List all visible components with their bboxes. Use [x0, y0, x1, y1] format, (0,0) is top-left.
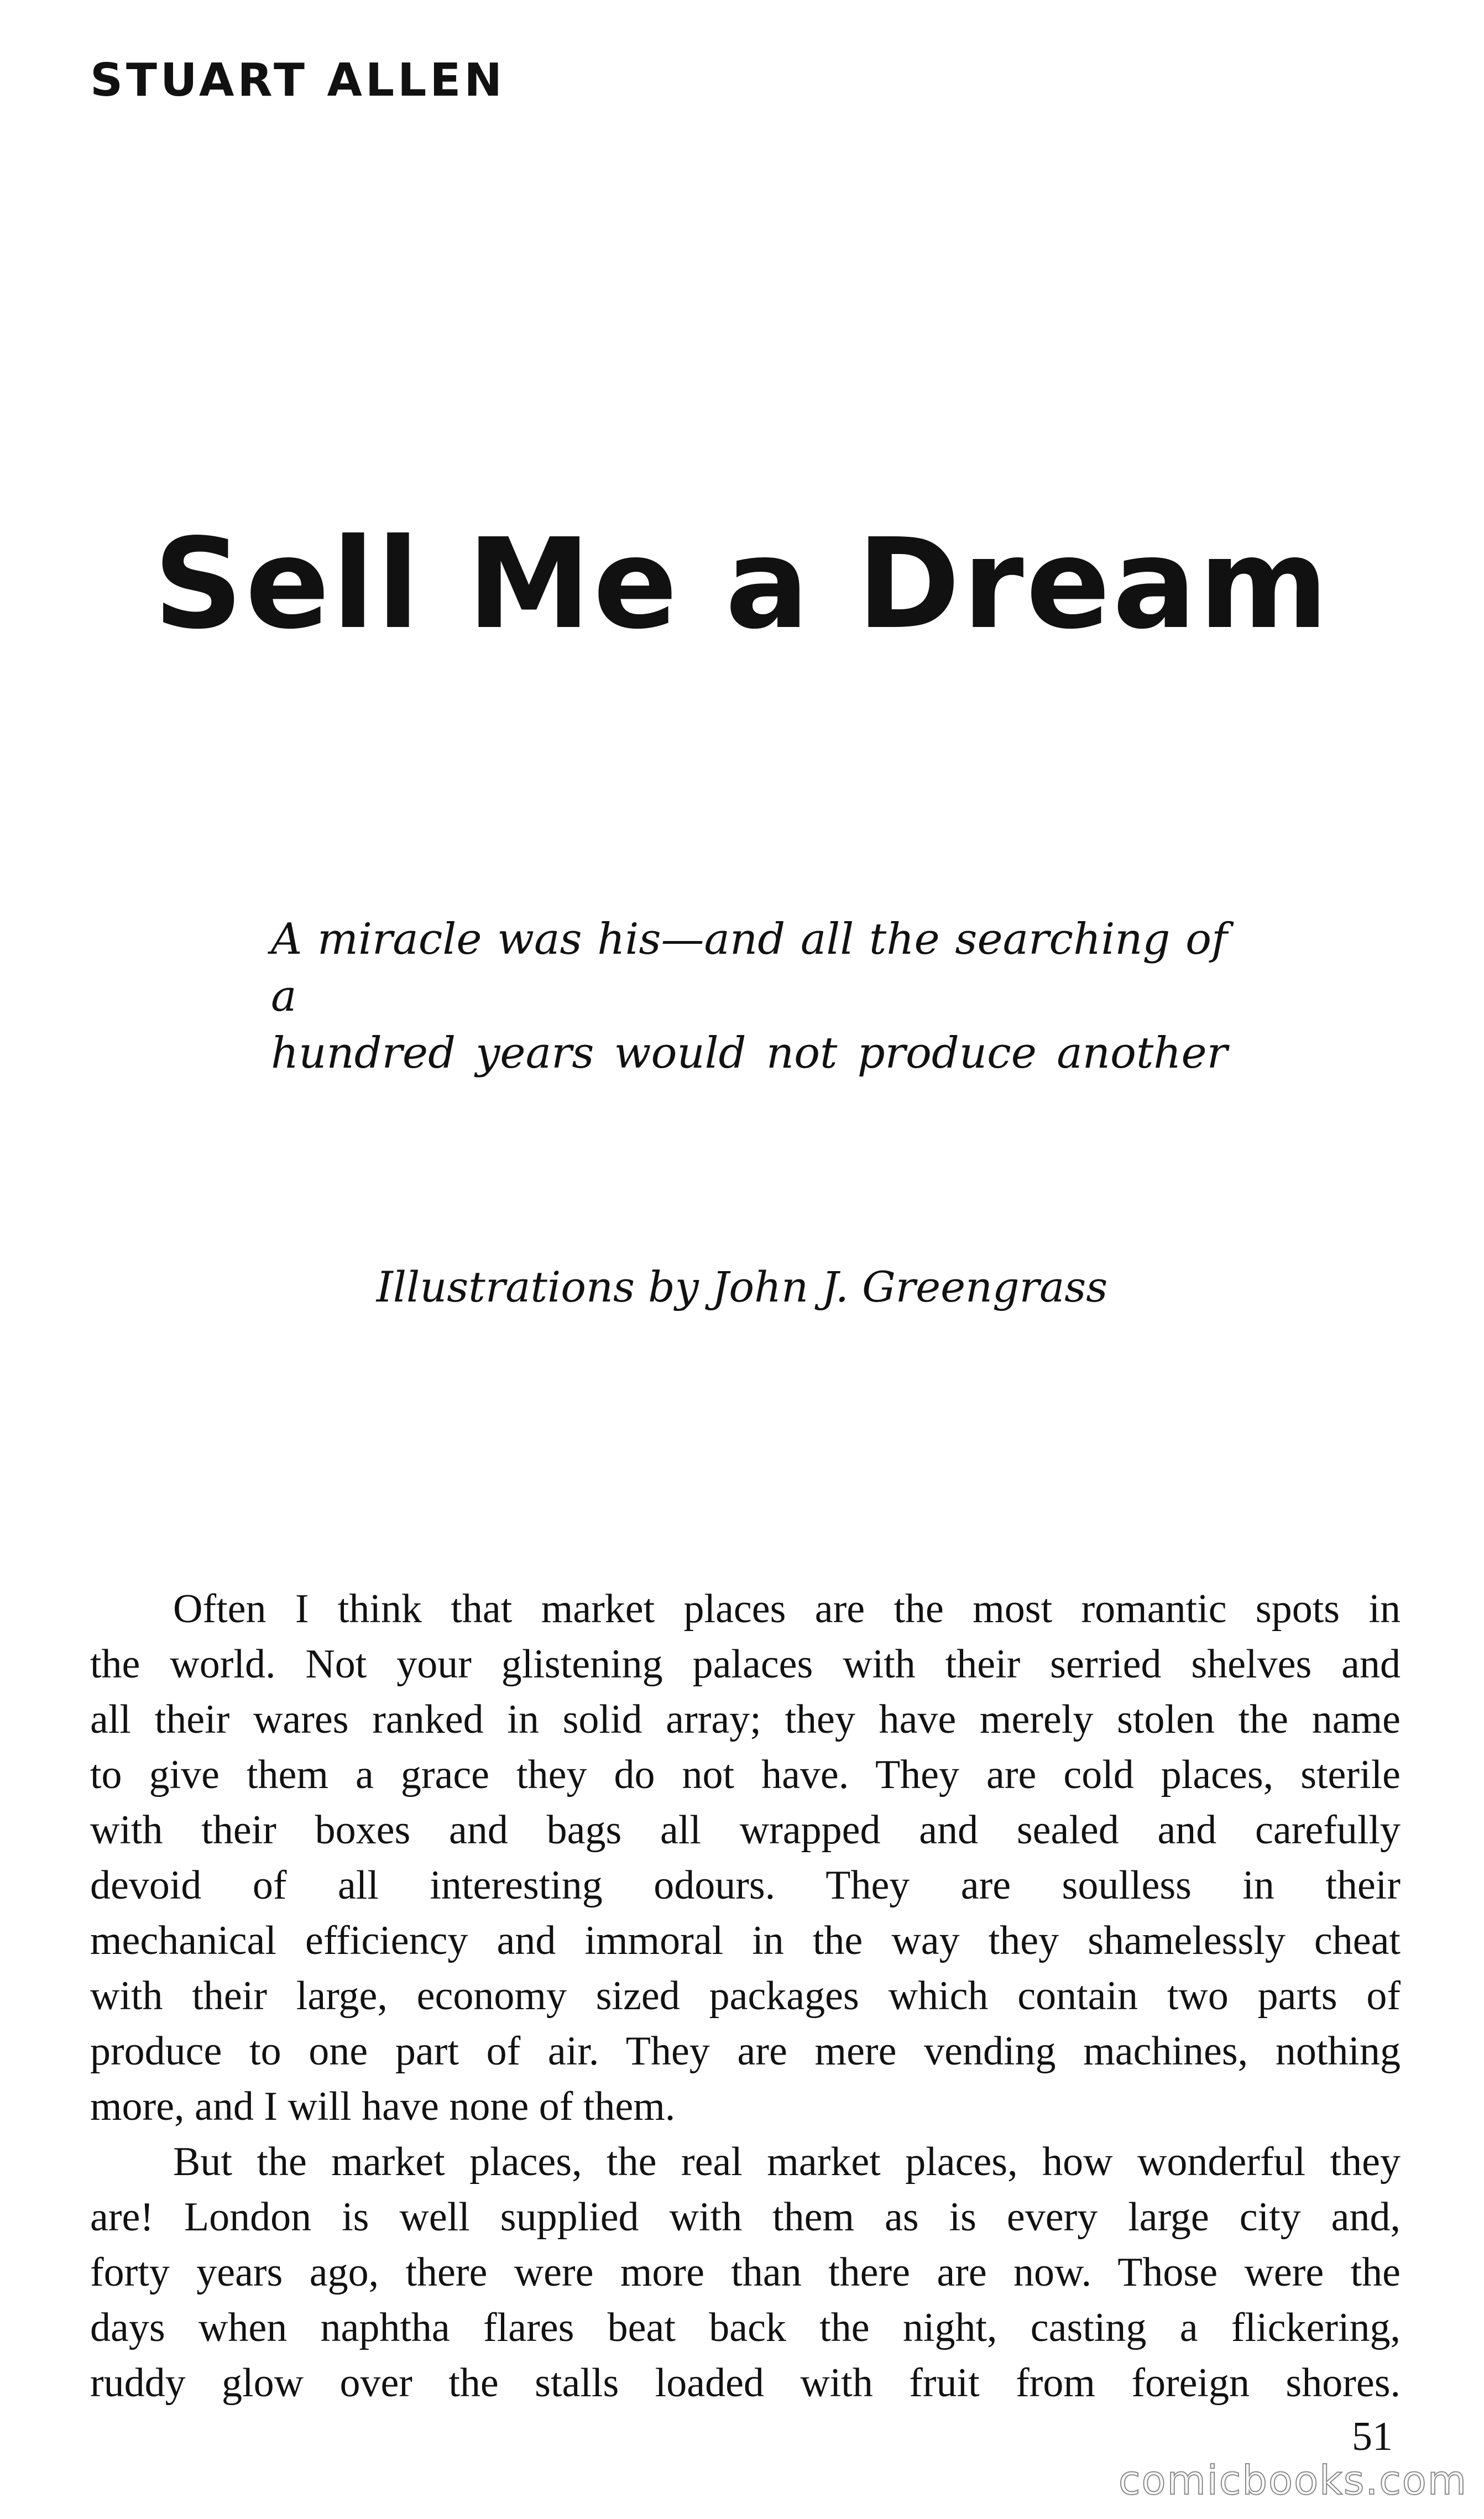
subtitle-line: A miracle was his—and all the searching of a	[271, 914, 1227, 1021]
text-line: produce to one part of air. They are mere vending machines, nothing	[90, 2029, 1401, 2074]
paragraph	[90, 2134, 1401, 2411]
text-line: forty years ago, there were more than there are now. Those were the	[90, 2250, 1401, 2295]
illustrations-credit: Illustrations by John J. Greengrass	[376, 1262, 1108, 1311]
text-line: all their wares ranked in solid array; they have merely stolen the name	[90, 1697, 1401, 1742]
text-line: ruddy glow over the stalls loaded with fruit from foreign shores.	[90, 2360, 1401, 2406]
text-line: days when naphtha flares beat back the night, casting a flickering,	[90, 2305, 1401, 2350]
text-line: mechanical efficiency and immoral in the way they shamelessly cheat	[90, 1918, 1401, 1963]
text-line: to give them a grace they do not have. They are cold places, sterile	[90, 1752, 1401, 1797]
page-number: 51	[1352, 2414, 1393, 2459]
text-line: But the market places, the real market places, how wonderful they	[173, 2139, 1401, 2184]
text-line: devoid of all interesting odours. They are soulless in their	[90, 1863, 1401, 1908]
story-subtitle	[271, 911, 1227, 1082]
author-name: STUART ALLEN	[90, 54, 506, 107]
text-line: more, and I will have none of them.	[90, 2084, 676, 2129]
watermark: comicbooks.com	[1118, 2457, 1467, 2504]
story-title: Sell Me a Dream	[153, 512, 1331, 657]
story-body	[90, 1581, 1401, 2411]
text-line: are! London is well supplied with them as is every large city and,	[90, 2194, 1401, 2240]
text-line: with their boxes and bags all wrapped and sealed and carefully	[90, 1807, 1401, 1853]
text-line: Often I think that market places are the most romantic spots in	[173, 1586, 1401, 1632]
text-line: the world. Not your glistening palaces with their serried shelves and	[90, 1642, 1401, 1687]
subtitle-line: hundred years would not produce another	[271, 1028, 1227, 1078]
paragraph	[90, 1581, 1401, 2134]
text-line: with their large, economy sized packages which contain two parts of	[90, 1973, 1401, 2019]
